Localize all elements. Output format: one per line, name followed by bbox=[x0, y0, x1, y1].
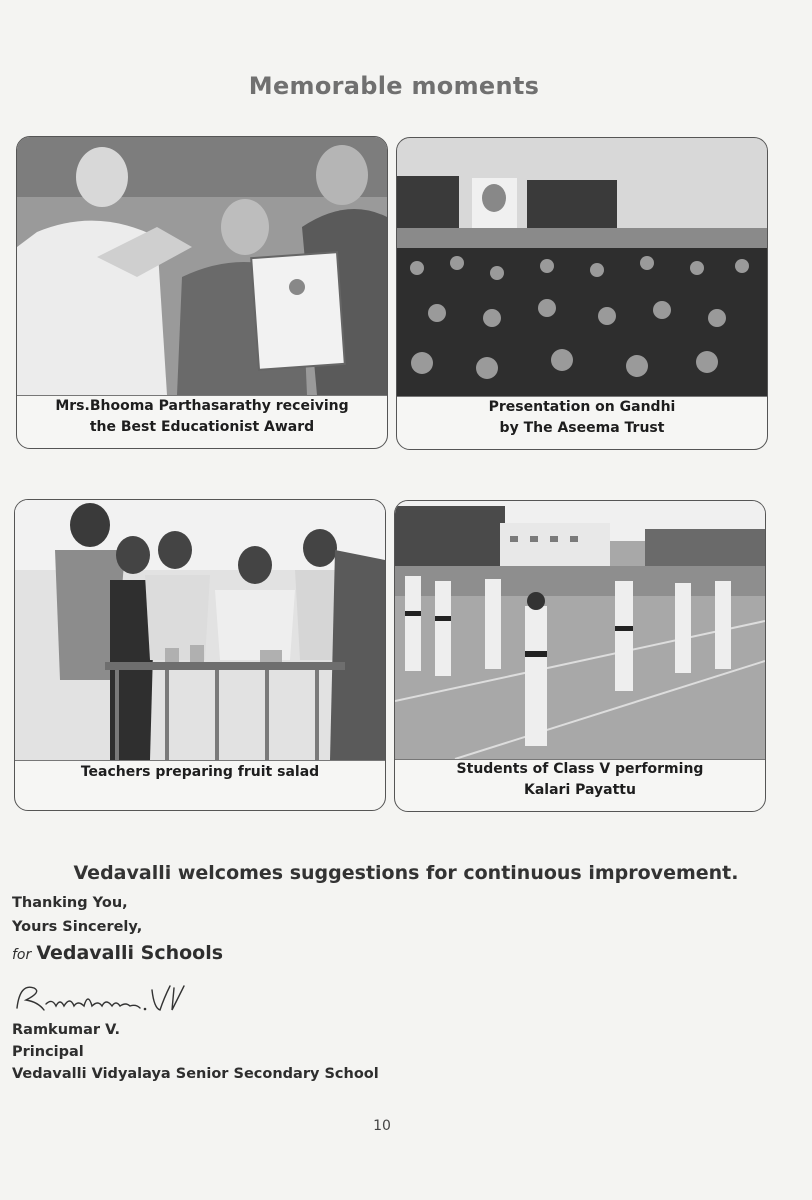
signatory-title: Principal bbox=[12, 1044, 84, 1060]
photo-caption: Teachers preparing fruit salad bbox=[80, 764, 320, 780]
photo-card-fruit-salad bbox=[14, 499, 386, 811]
photo-caption: Mrs.Bhooma Parthasarathy receiving the Best Educationist Award bbox=[55, 398, 349, 435]
for-word: for bbox=[12, 947, 32, 963]
page-number: 10 bbox=[373, 1118, 391, 1134]
school-name: Vedavalli Vidyalaya Senior Secondary School bbox=[12, 1066, 379, 1082]
signatory-name: Ramkumar V. bbox=[12, 1022, 120, 1038]
photo-card-gandhi-presentation bbox=[396, 137, 768, 450]
sincerely-text: Yours Sincerely, bbox=[12, 919, 143, 935]
photo-card-kalari-payattu bbox=[394, 500, 766, 812]
thanks-text: Thanking You, bbox=[12, 895, 128, 911]
organization-name: Vedavalli Schools bbox=[36, 942, 224, 964]
teachers-cooking-photo bbox=[15, 500, 385, 761]
award-ceremony-photo bbox=[17, 137, 387, 396]
photo-caption: Presentation on Gandhi by The Aseema Trust bbox=[488, 399, 676, 436]
auditorium-presentation-photo bbox=[397, 138, 767, 397]
students-martial-arts-photo bbox=[395, 501, 765, 760]
sign-off-line bbox=[12, 942, 223, 964]
photo-caption: Students of Class V performing Kalari Payattu bbox=[456, 761, 704, 798]
closing-message: Vedavalli welcomes suggestions for continuous improvement. bbox=[73, 862, 739, 884]
page-title: Memorable moments bbox=[248, 72, 540, 100]
photo-card-award bbox=[16, 136, 388, 449]
handwritten-signature bbox=[12, 978, 192, 1018]
